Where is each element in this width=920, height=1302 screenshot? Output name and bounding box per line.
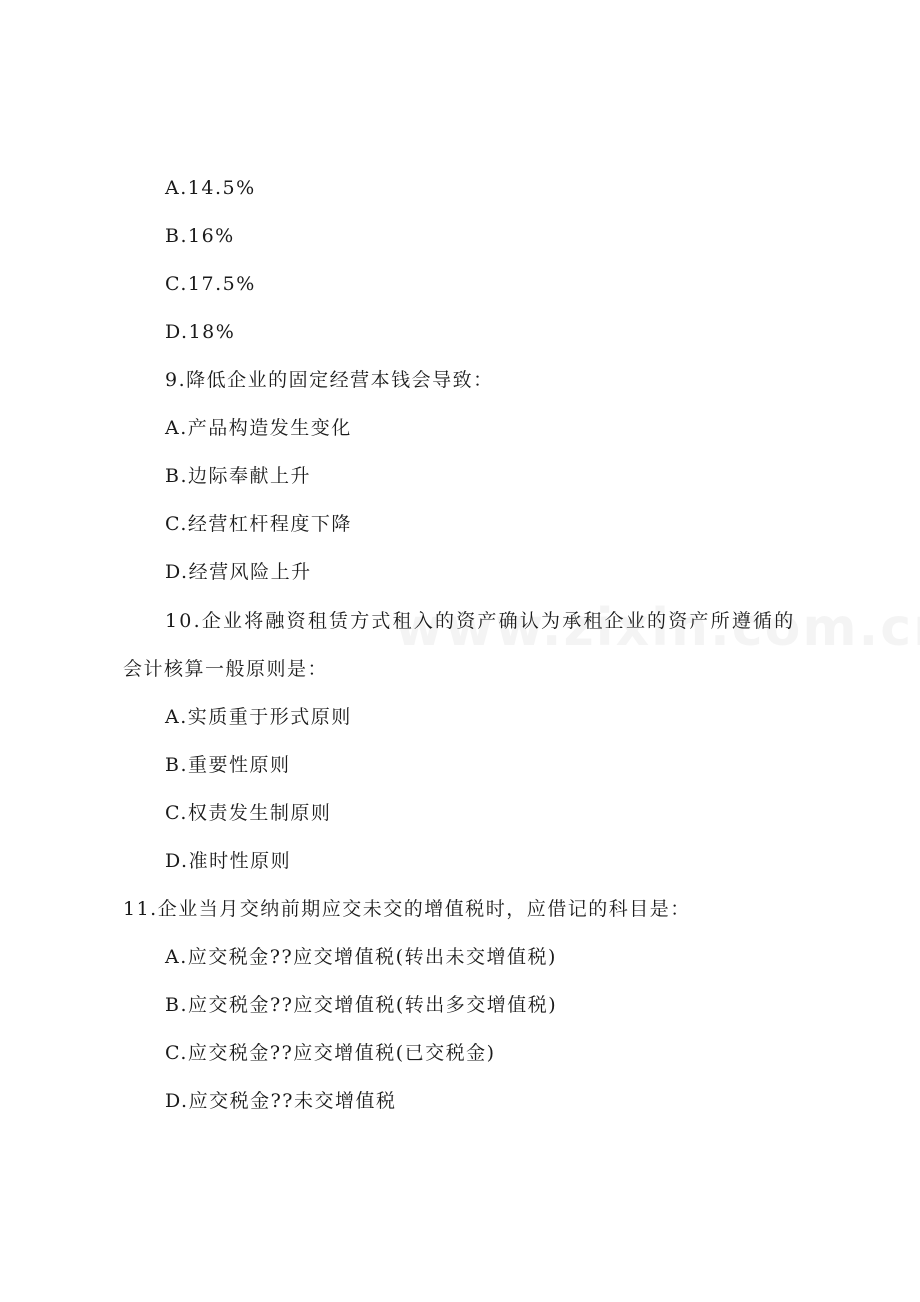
q11-option-b: B.应交税金??应交增值税(转出多交增值税) (165, 994, 558, 1016)
q9-option-c: C.经营杠杆程度下降 (165, 513, 352, 535)
q10-option-d: D.准时性原则 (165, 850, 292, 872)
q8-option-a: A.14.5% (165, 177, 256, 199)
q10-question-line2: 会计核算一般原则是： (123, 658, 329, 680)
q11-option-d: D.应交税金??未交增值税 (165, 1090, 397, 1112)
q9-question: 9.降低企业的固定经营本钱会导致： (165, 369, 494, 391)
q9-option-d: D.经营风险上升 (165, 561, 312, 583)
q10-option-a: A.实质重于形式原则 (165, 706, 352, 728)
q11-question: 11.企业当月交纳前期应交未交的增值税时，应借记的科目是： (123, 898, 691, 920)
q8-option-c: C.17.5% (165, 273, 256, 295)
q9-option-b: B.边际奉献上升 (165, 465, 312, 487)
q9-option-a: A.产品构造发生变化 (165, 417, 352, 439)
q8-option-d: D.18% (165, 321, 236, 343)
q11-option-c: C.应交税金??应交增值税(已交税金) (165, 1042, 496, 1064)
q11-option-a: A.应交税金??应交增值税(转出未交增值税) (165, 946, 557, 968)
q10-option-c: C.权责发生制原则 (165, 802, 332, 824)
q10-question-line1: 10.企业将融资租赁方式租入的资产确认为承租企业的资产所遵循的 (165, 610, 796, 632)
q8-option-b: B.16% (165, 225, 235, 247)
q10-option-b: B.重要性原则 (165, 754, 291, 776)
